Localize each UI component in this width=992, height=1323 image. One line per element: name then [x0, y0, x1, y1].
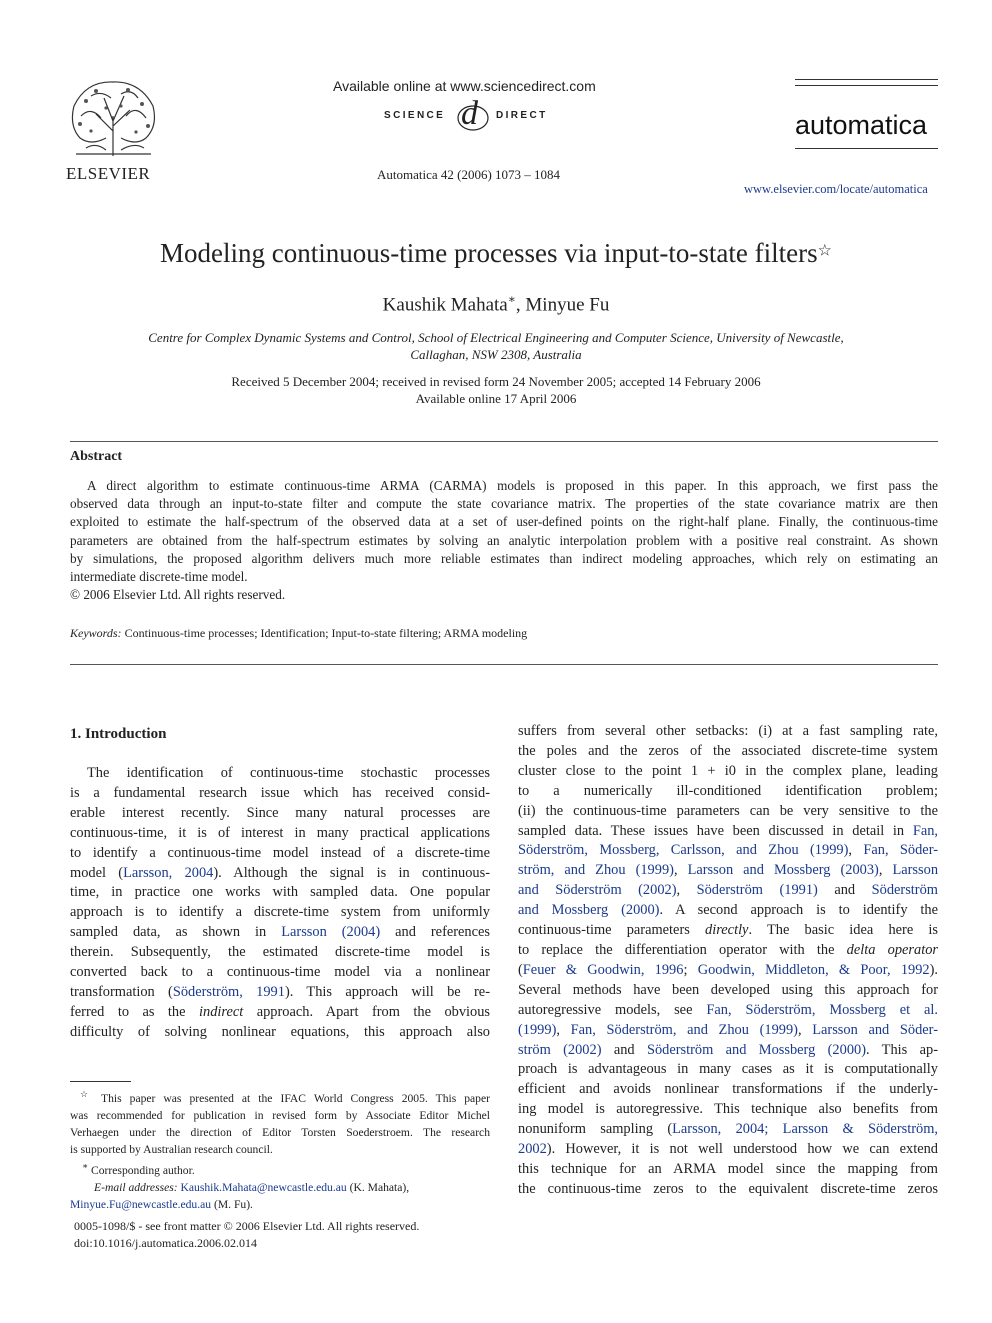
- body-text-line: ström (2002) and Söderström and Mossberg (2000). This ap-: [518, 1041, 938, 1058]
- body-text-line: ing model is autoregressive. This technique also benefits from: [518, 1101, 938, 1118]
- issn-line: 0005-1098/$ - see front matter © 2006 Elsevier Ltd. All rights reserved.: [74, 1219, 420, 1233]
- body-text-line: to identify a continuous-time model instead of a discrete-time: [70, 844, 490, 861]
- affiliation: [0, 329, 992, 363]
- body-text-line: is a fundamental research issue which has received consid-: [70, 784, 490, 801]
- footnote-corr-mark: ∗: [82, 1161, 89, 1172]
- abstract-heading: Abstract: [70, 449, 123, 464]
- body-text-line: therein. Subsequently, the estimated discrete-time model is: [70, 944, 490, 961]
- available-online-date: Available online 17 April 2006: [415, 391, 577, 406]
- body-text-line: (1999), Fan, Söderström, and Zhou (1999), Larsson and Söder-: [518, 1021, 938, 1038]
- citation-link[interactable]: Feuer & Goodwin, 1996: [522, 961, 684, 978]
- footnote-text: This paper was presented at the IFAC World Congress 2005. This paper: [101, 1091, 490, 1105]
- page-footer: [74, 1218, 419, 1252]
- sd-logo-direct: DIRECT: [496, 110, 548, 121]
- body-text-line: and Söderström (2002), Söderström (1991) and Söderström: [518, 882, 938, 899]
- abstract-line: intermediate discrete-time model.: [70, 569, 248, 585]
- citation-link[interactable]: Söderström, Mossberg, Carlsson, and Zhou (1999): [518, 842, 849, 859]
- citation-link[interactable]: ström (2002): [518, 1041, 602, 1058]
- authors: [0, 292, 992, 316]
- title-footnote-mark[interactable]: ☆: [817, 242, 832, 260]
- body-text-line: (Feuer & Goodwin, 1996; Goodwin, Middleton, & Poor, 1992).: [518, 961, 938, 978]
- left-column: [70, 764, 490, 1043]
- body-text-line: the continuous-time zeros to the equivalent discrete-time zeros: [518, 1180, 938, 1197]
- body-text-line: this technique for an ARMA model since the mapping from: [518, 1160, 938, 1177]
- citation-link[interactable]: Larsson (2004): [281, 924, 381, 941]
- keywords: [70, 626, 527, 641]
- abstract-line: exploited to estimate the half-spectrum of the observed data at a set of user-defined points on the right-half plane. Finally, the continuous-time: [70, 514, 938, 530]
- body-text-line: erable interest recently. Since many natural processes are: [70, 804, 490, 821]
- body-text-line: continuous-time parameters directly. The basic idea here is: [518, 922, 938, 939]
- citation-link[interactable]: Larsson, 2004; Larsson & Söderström,: [672, 1121, 938, 1138]
- citation-link[interactable]: and Söderström (2002): [518, 882, 677, 899]
- body-text-line: difficulty of solving nonlinear equations, this approach also: [70, 1023, 490, 1040]
- body-text-line: (ii) the continuous-time parameters can be very sensitive to the: [518, 802, 938, 819]
- doi-line: doi:10.1016/j.automatica.2006.02.014: [74, 1236, 257, 1250]
- footnote-corresponding: [70, 1158, 490, 1180]
- body-text-line: to a numerically ill-conditioned identification problem;: [518, 782, 938, 799]
- footnote-rule: [70, 1081, 131, 1082]
- email-link-mahata[interactable]: Kaushik.Mahata@newcastle.edu.au: [180, 1181, 347, 1195]
- sciencedirect-logo: [384, 97, 584, 137]
- footnote-star-mark: ☆: [80, 1089, 94, 1099]
- author-separator: ,: [515, 294, 526, 316]
- body-text-line: the poles and the zeros of the associated discrete-time system: [518, 742, 938, 759]
- right-column: [518, 722, 938, 1200]
- citation-link[interactable]: Fan, Söderström, Mossberg et al.: [706, 1001, 938, 1018]
- body-text-line: Several methods have been developed using this approach for: [518, 981, 938, 998]
- publisher-name: ELSEVIER: [66, 164, 151, 183]
- body-text-line: to replace the differentiation operator with the delta operator: [518, 941, 938, 958]
- emphasis: directly: [705, 922, 749, 939]
- citation-link[interactable]: Fan, Söderström, and Zhou (1999): [570, 1021, 798, 1038]
- body-text-line: sampled data. These issues have been discussed in detail in Fan,: [518, 822, 938, 839]
- body-text-line: proach is advantageous in many cases as it is computationally: [518, 1061, 938, 1078]
- citation-link[interactable]: Söderström (1991): [696, 882, 818, 899]
- journal-rule-top2: [795, 85, 938, 86]
- footnotes: [70, 1086, 490, 1214]
- body-text-line: approach is to identify a discrete-time system from uniformly: [70, 904, 490, 921]
- sd-ring-icon: [456, 103, 490, 133]
- body-text-line: Söderström, Mossberg, Carlsson, and Zhou (1999), Fan, Söder-: [518, 842, 938, 859]
- email-label: E-mail addresses:: [94, 1181, 178, 1195]
- citation-link[interactable]: Larsson and Mossberg (2003): [687, 862, 879, 879]
- elsevier-logo: [66, 76, 161, 183]
- citation-link[interactable]: Söderström, 1991: [172, 983, 285, 1000]
- keywords-label: Keywords:: [70, 626, 122, 640]
- article-title: Modeling continuous-time processes via input-to-state filters: [160, 238, 818, 268]
- body-text-line: and Mossberg (2000). A second approach is to identify the: [518, 902, 938, 919]
- abstract-line: observed data through an input-to-state filter and compute the state covariance matrix. The properties of the state covariance matrix are then: [70, 496, 938, 512]
- body-text-line: autoregressive models, see Fan, Söderström, Mossberg et al.: [518, 1001, 938, 1018]
- email-name: (K. Mahata),: [349, 1181, 410, 1195]
- received-dates: Received 5 December 2004; received in revised form 24 November 2005; accepted 14 February 2006: [231, 374, 761, 389]
- footnote-line: was recommended for publication in revised form by Associate Editor Michel: [70, 1108, 490, 1122]
- body-text-line: ström, and Zhou (1999), Larsson and Mossberg (2003), Larsson: [518, 862, 939, 879]
- body-text-line: nonuniform sampling (Larsson, 2004; Larsson & Söderström,: [518, 1121, 938, 1138]
- body-text-line: time, in practice one works with sampled data. One popular: [70, 884, 490, 901]
- citation-link[interactable]: Söderström: [871, 882, 938, 899]
- abstract-line: by simulations, the proposed algorithm delivers much more reliable estimates than indirect modeling approaches, which rely on estimating an: [70, 550, 938, 566]
- citation-link[interactable]: 2002: [518, 1141, 547, 1158]
- sd-logo-mark: d: [461, 95, 478, 132]
- citation-link[interactable]: (1999): [518, 1021, 557, 1038]
- abstract-body: [70, 477, 938, 604]
- body-text-line: suffers from several other setbacks: (i) at a fast sampling rate,: [518, 723, 938, 739]
- journal-ref: Automatica 42 (2006) 1073 – 1084: [377, 167, 561, 182]
- body-text-line: The identification of continuous-time stochastic processes: [87, 765, 490, 781]
- abstract-rule-bottom: [70, 664, 938, 665]
- footnote-line: [70, 1086, 490, 1108]
- citation-link[interactable]: Larsson and Söder-: [812, 1021, 938, 1038]
- author-1: Kaushik Mahata: [382, 294, 508, 316]
- corresponding-text: Corresponding author.: [91, 1164, 195, 1178]
- article-title-block: [0, 238, 992, 269]
- article-dates: [0, 373, 992, 407]
- body-text-line: sampled data, as shown in Larsson (2004) and references: [70, 924, 490, 941]
- body-text-line: model (Larsson, 2004). Although the signal is in continuous-: [70, 864, 490, 881]
- section-heading: 1. Introduction: [70, 726, 167, 742]
- affiliation-line: Callaghan, NSW 2308, Australia: [410, 347, 582, 362]
- citation-link[interactable]: and Mossberg (2000): [518, 902, 660, 919]
- emphasis: delta operator: [846, 941, 938, 958]
- body-text-line: efficient and avoids nonlinear transformations if the underly-: [518, 1081, 938, 1098]
- body-text-line: cluster close to the point 1 + i0 in the complex plane, leading: [518, 762, 938, 779]
- citation-link[interactable]: Söderström and Mossberg (2000): [646, 1041, 866, 1058]
- journal-url-link[interactable]: www.elsevier.com/locate/automatica: [744, 182, 928, 196]
- sd-logo-science: SCIENCE: [384, 110, 446, 121]
- corresponding-mark[interactable]: ∗: [507, 292, 516, 306]
- citation-link[interactable]: Goodwin, Middleton, & Poor, 1992: [697, 961, 930, 978]
- email-link-fu[interactable]: Minyue.Fu@newcastle.edu.au: [70, 1198, 212, 1212]
- body-text-line: transformation (Söderström, 1991). This approach will be re-: [70, 983, 490, 1000]
- footnote-line: Verhaegen under the direction of Editor Torsten Soederstroem. The research: [70, 1125, 490, 1139]
- abstract-line: A direct algorithm to estimate continuous-time ARMA (CARMA) models is proposed in this paper. In this approach, we first pass the: [87, 478, 938, 493]
- citation-link[interactable]: Fan, Söder-: [863, 842, 938, 859]
- abstract-copyright: © 2006 Elsevier Ltd. All rights reserved.: [70, 587, 286, 603]
- email-name: (M. Fu).: [213, 1198, 253, 1212]
- author-2: Minyue Fu: [525, 294, 610, 316]
- abstract-rule-top: [70, 441, 938, 442]
- abstract-line: parameters are obtained from the half-spectrum estimates by solving an analytic interpolation problem with a positive real constraint. As shown: [70, 532, 938, 548]
- emphasis: indirect: [199, 1003, 244, 1020]
- keywords-list: Continuous-time processes; Identification; Input-to-state filtering; ARMA modeling: [124, 626, 528, 640]
- footnote-line: is supported by Australian research council.: [70, 1142, 273, 1156]
- elsevier-tree-icon: [66, 76, 161, 158]
- journal-name: automatica: [795, 110, 928, 140]
- body-text-line: ferred to as the indirect approach. Apart from the obvious: [70, 1003, 491, 1020]
- citation-link[interactable]: Larsson, 2004: [123, 864, 214, 881]
- citation-link[interactable]: Fan,: [912, 822, 938, 839]
- body-text-line: continuous-time, it is of interest in many practical applications: [70, 824, 490, 841]
- affiliation-line: Centre for Complex Dynamic Systems and Control, School of Electrical Engineering and Computer Science, University of Newcastle,: [148, 330, 844, 345]
- citation-link[interactable]: ström, and Zhou (1999): [518, 862, 674, 879]
- journal-rule-top: [795, 79, 938, 80]
- body-text-line: 2002). However, it is not well understood how we can extend: [518, 1141, 938, 1158]
- footnote-emails-2: [70, 1197, 490, 1214]
- footnote-emails: [70, 1180, 490, 1197]
- journal-rule-bottom: [795, 148, 938, 149]
- available-online: Available online at www.sciencedirect.com: [333, 78, 596, 94]
- body-text-line: converted back to a continuous-time model via a nonlinear: [70, 964, 490, 981]
- citation-link[interactable]: Larsson: [892, 862, 939, 879]
